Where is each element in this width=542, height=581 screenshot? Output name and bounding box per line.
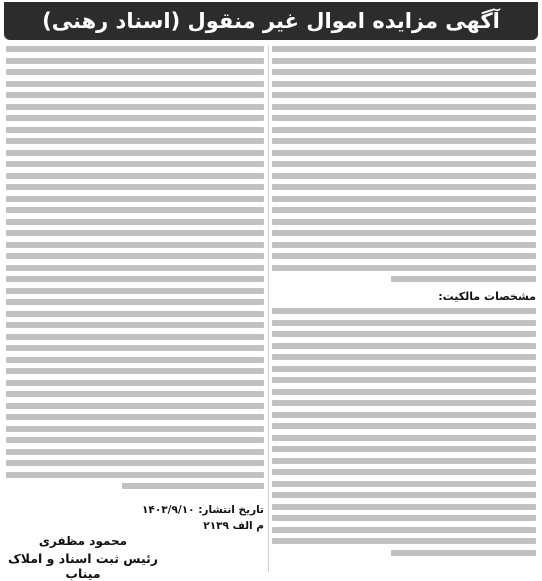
left-column <box>6 46 264 581</box>
text-line <box>272 253 536 259</box>
text-line <box>272 308 536 314</box>
text-line <box>272 366 536 372</box>
text-line <box>272 196 536 202</box>
text-line <box>6 345 264 351</box>
text-line <box>272 538 536 544</box>
intro-paragraph <box>272 46 536 288</box>
text-line <box>6 299 264 305</box>
text-line <box>272 184 536 190</box>
text-line <box>391 550 536 556</box>
text-line <box>272 481 536 487</box>
text-line <box>272 423 536 429</box>
text-line <box>272 58 536 64</box>
text-line <box>272 230 536 236</box>
text-line <box>6 322 264 328</box>
text-line <box>6 58 264 64</box>
text-line <box>6 92 264 98</box>
text-line <box>6 368 264 374</box>
text-line <box>272 242 536 248</box>
text-line <box>272 435 536 441</box>
text-line <box>6 380 264 386</box>
right-column <box>272 46 536 572</box>
text-line <box>6 207 264 213</box>
text-line <box>6 173 264 179</box>
text-line <box>6 437 264 443</box>
text-line <box>6 230 264 236</box>
text-line <box>6 334 264 340</box>
text-line <box>6 150 264 156</box>
text-line <box>6 161 264 167</box>
text-line <box>272 92 536 98</box>
text-line <box>272 469 536 475</box>
notice-title: آگهی مزایده اموال غیر منقول (اسناد رهنی) <box>42 8 500 33</box>
text-line <box>272 150 536 156</box>
text-line <box>6 81 264 87</box>
text-line <box>6 265 264 271</box>
text-line <box>272 527 536 533</box>
text-line <box>272 515 536 521</box>
text-line <box>272 331 536 337</box>
text-line <box>6 391 264 397</box>
text-line <box>6 276 264 282</box>
text-line <box>6 253 264 259</box>
text-line <box>272 219 536 225</box>
text-line <box>6 138 264 144</box>
text-line <box>6 403 264 409</box>
column-divider <box>268 46 269 572</box>
text-line <box>6 426 264 432</box>
text-line <box>272 492 536 498</box>
signatory-name: محمود مظفری <box>38 534 128 548</box>
text-line <box>6 472 264 478</box>
text-line <box>6 69 264 75</box>
text-line <box>272 207 536 213</box>
text-line <box>272 127 536 133</box>
text-line <box>6 219 264 225</box>
text-line <box>6 184 264 190</box>
text-line <box>272 81 536 87</box>
notice-body <box>6 46 536 581</box>
text-line <box>272 265 536 271</box>
text-line <box>6 104 264 110</box>
text-line <box>6 311 264 317</box>
text-line <box>6 449 264 455</box>
text-line <box>272 343 536 349</box>
text-line <box>272 412 536 418</box>
signature-block <box>8 534 158 581</box>
text-line <box>272 377 536 383</box>
notice-header <box>4 2 538 40</box>
ownership-paragraph <box>272 308 536 561</box>
auction-paragraph <box>6 46 264 495</box>
text-line <box>6 357 264 363</box>
text-line <box>272 400 536 406</box>
text-line <box>6 288 264 294</box>
text-line <box>6 46 264 52</box>
text-line <box>122 483 264 489</box>
text-line <box>272 46 536 52</box>
issue-date: تاریخ انتشار: ۱۴۰۳/۹/۱۰ <box>142 504 264 516</box>
text-line <box>272 504 536 510</box>
text-line <box>272 104 536 110</box>
text-line <box>272 161 536 167</box>
reference-number: م الف ۲۱۳۹ <box>203 520 264 532</box>
text-line <box>272 115 536 121</box>
text-line <box>6 414 264 420</box>
signatory-title: رئیس ثبت اسناد و املاک میناب <box>8 551 158 581</box>
text-line <box>6 196 264 202</box>
text-line <box>272 389 536 395</box>
text-line <box>272 173 536 179</box>
text-line <box>6 127 264 133</box>
text-line <box>272 458 536 464</box>
text-line <box>6 115 264 121</box>
text-line <box>272 320 536 326</box>
text-line <box>272 446 536 452</box>
text-line <box>391 276 536 282</box>
text-line <box>272 354 536 360</box>
text-line <box>6 460 264 466</box>
text-line <box>272 138 536 144</box>
text-line <box>6 242 264 248</box>
text-line <box>272 69 536 75</box>
ownership-heading: مشخصات مالکیت: <box>438 290 536 303</box>
